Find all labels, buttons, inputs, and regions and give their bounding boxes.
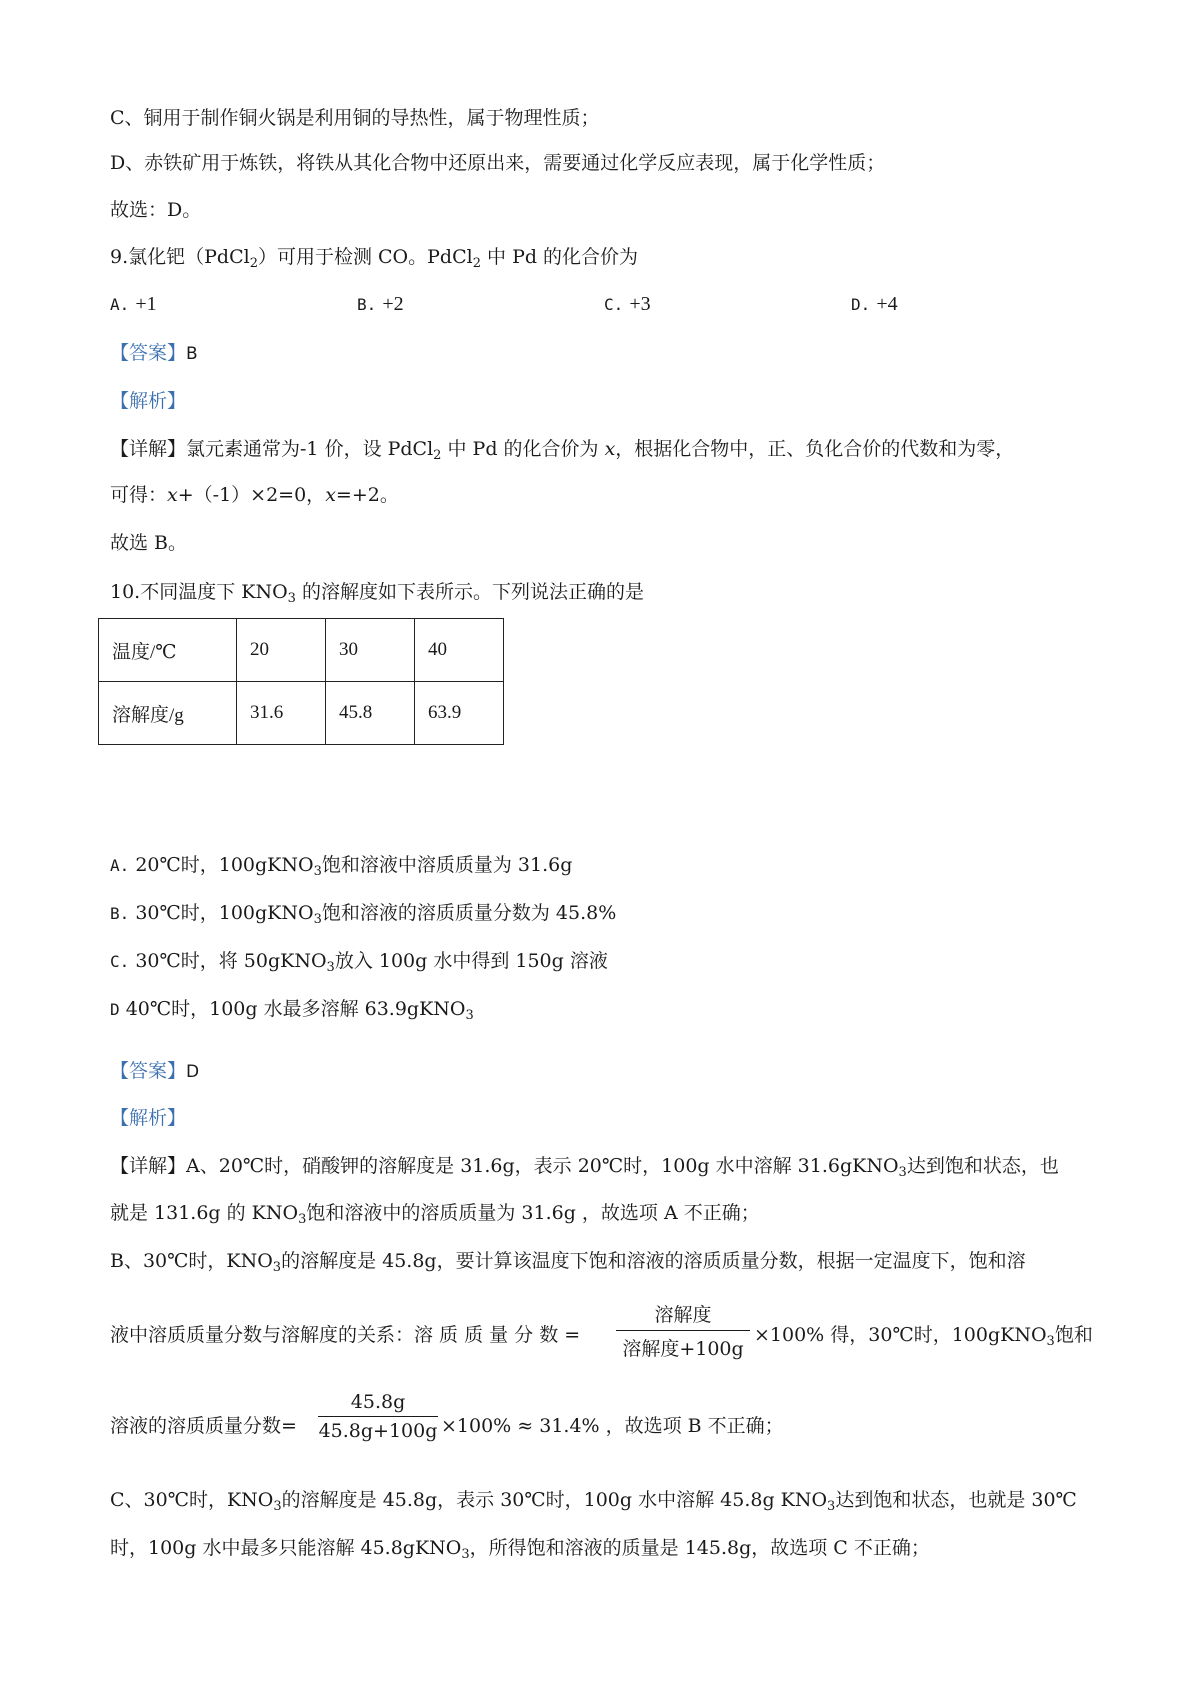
subscript: 3 bbox=[272, 1260, 282, 1275]
option-text: 40℃时，100g 水最多溶解 63.9gKNO bbox=[125, 998, 466, 1020]
fraction-solubility bbox=[616, 1300, 750, 1361]
option-text: 30℃时，100gKNO bbox=[135, 902, 314, 924]
question-number: 9. bbox=[110, 246, 129, 268]
formula-line bbox=[110, 1413, 297, 1439]
question-9-options bbox=[110, 291, 1110, 317]
detail-text: 的溶解度是 45.8g，表示 30℃时，100g 水中溶解 45.8g KNO bbox=[281, 1489, 828, 1511]
question-9-stem bbox=[110, 244, 638, 270]
detail-tag: 【详解】 bbox=[110, 1155, 187, 1177]
answer-value: D bbox=[186, 1062, 200, 1082]
option-text: 30℃时，将 50gKNO bbox=[135, 950, 327, 972]
subscript: 2 bbox=[249, 256, 258, 271]
detail-text: 可得： bbox=[110, 484, 168, 506]
option-a bbox=[110, 291, 157, 318]
text-line: D、赤铁矿用于炼铁，将铁从其化合物中还原出来，需要通过化学反应表现，属于化学性质； bbox=[110, 152, 886, 174]
subscript: 3 bbox=[461, 1547, 470, 1562]
fraction-numerator: 45.8g bbox=[350, 1391, 406, 1413]
fraction-numerator: 溶解度 bbox=[654, 1304, 712, 1326]
option-text: 饱和溶液的溶质质量分数为 45.8% bbox=[321, 902, 617, 924]
stem-text: 的溶解度如下表所示。下列说法正确的是 bbox=[295, 581, 644, 603]
detail-text: +（-1）×2=0， bbox=[177, 484, 326, 506]
subscript: 2 bbox=[472, 256, 481, 271]
stem-text: 氯化钯（PdCl bbox=[128, 246, 250, 268]
option-key: B. bbox=[357, 295, 377, 314]
answer-value: B bbox=[186, 344, 198, 364]
detail-text: 饱和 bbox=[1054, 1324, 1093, 1346]
option-value: +2 bbox=[382, 293, 404, 315]
option-key: D. bbox=[851, 295, 871, 314]
fraction-percent bbox=[318, 1391, 438, 1442]
table-cell: 31.6 bbox=[237, 682, 326, 745]
table-cell: 40 bbox=[415, 619, 504, 682]
subscript: 3 bbox=[326, 960, 335, 975]
detail-text: 就是 131.6g 的 KNO bbox=[110, 1202, 299, 1224]
subscript: 3 bbox=[465, 1008, 474, 1023]
variable-x: x bbox=[325, 484, 336, 506]
stem-text: ）可用于检测 CO。PdCl bbox=[257, 246, 473, 268]
detail-line bbox=[110, 1200, 760, 1226]
solubility-table bbox=[98, 618, 504, 745]
option-c bbox=[110, 948, 608, 975]
subscript: 3 bbox=[898, 1165, 907, 1180]
detail-text: 饱和溶液中的溶质质量为 31.6g ，故选项 A 不正确； bbox=[306, 1202, 760, 1224]
table-row bbox=[99, 619, 504, 682]
detail-line bbox=[110, 436, 1014, 462]
detail-text: 液中溶质质量分数与溶解度的关系：溶 质 质 量 分 数 = bbox=[110, 1324, 581, 1346]
detail-text: A、20℃时，硝酸钾的溶解度是 31.6g，表示 20℃时，100g 水中溶解 31.6gKNO bbox=[186, 1155, 899, 1177]
subscript: 2 bbox=[433, 448, 442, 463]
analysis-tag: 【解析】 bbox=[110, 390, 187, 412]
option-a bbox=[110, 852, 572, 879]
detail-text: 氯元素通常为-1 价，设 PdCl bbox=[186, 438, 434, 460]
fraction-denominator: 溶解度+100g bbox=[622, 1338, 744, 1360]
detail-text: B、30℃时，KNO bbox=[110, 1250, 273, 1272]
table-cell: 63.9 bbox=[415, 682, 504, 745]
subscript: 3 bbox=[287, 591, 296, 606]
text-line: C、铜用于制作铜火锅是利用铜的导热性，属于物理性质； bbox=[110, 107, 600, 129]
formula-line-tail bbox=[754, 1322, 1093, 1348]
option-text: 饱和溶液中溶质质量为 31.6g bbox=[321, 854, 573, 876]
detail-line bbox=[110, 1248, 1026, 1274]
detail-text: C、30℃时，KNO bbox=[110, 1489, 274, 1511]
detail-text: 时，100g 水中最多只能溶解 45.8gKNO bbox=[110, 1537, 462, 1559]
option-b bbox=[357, 291, 404, 318]
variable-x: x bbox=[167, 484, 178, 506]
text-line: 故选：D。 bbox=[110, 199, 202, 221]
option-d bbox=[851, 291, 898, 318]
detail-line bbox=[110, 1535, 930, 1561]
subscript: 3 bbox=[827, 1499, 836, 1514]
answer-tag: 【答案】 bbox=[110, 342, 187, 364]
option-value: +1 bbox=[135, 293, 157, 315]
subscript: 3 bbox=[1046, 1334, 1055, 1349]
option-key: A. bbox=[110, 295, 130, 314]
option-key: A. bbox=[110, 856, 130, 875]
subscript: 3 bbox=[313, 912, 322, 927]
answer-tag: 【答案】 bbox=[110, 1060, 187, 1082]
table-cell: 20 bbox=[237, 619, 326, 682]
answer-line bbox=[110, 340, 198, 367]
option-text: 放入 100g 水中得到 150g 溶液 bbox=[334, 950, 608, 972]
detail-line bbox=[110, 482, 399, 508]
option-value: +3 bbox=[629, 293, 651, 315]
detail-text: ×100% 得，30℃时，100gKNO bbox=[754, 1324, 1047, 1346]
detail-text: 中 Pd 的化合价为 bbox=[441, 438, 605, 460]
detail-text: 达到饱和状态，也 bbox=[906, 1155, 1059, 1177]
detail-line bbox=[110, 1487, 1077, 1513]
table-cell: 45.8 bbox=[326, 682, 415, 745]
option-key: C. bbox=[110, 952, 130, 971]
option-b bbox=[110, 900, 616, 927]
option-d bbox=[110, 996, 474, 1023]
option-key: B. bbox=[110, 904, 130, 923]
detail-text: =+2。 bbox=[335, 484, 399, 506]
detail-line bbox=[110, 1153, 1059, 1179]
option-value: +4 bbox=[876, 293, 898, 315]
stem-text: 中 Pd 的化合价为 bbox=[480, 246, 639, 268]
option-key: C. bbox=[604, 295, 624, 314]
detail-text: 达到饱和状态，也就是 30℃ bbox=[835, 1489, 1077, 1511]
detail-text: 溶液的溶质质量分数= bbox=[110, 1415, 297, 1437]
detail-text: ，根据化合物中，正、负化合价的代数和为零， bbox=[615, 438, 1015, 460]
subscript: 3 bbox=[313, 864, 322, 879]
question-10-stem bbox=[110, 579, 644, 605]
text-line: 故选 B。 bbox=[110, 532, 188, 554]
table-row bbox=[99, 682, 504, 745]
table-cell: 温度/℃ bbox=[99, 619, 237, 682]
fraction-denominator: 45.8g+100g bbox=[318, 1420, 438, 1442]
formula-line bbox=[110, 1322, 580, 1348]
analysis-tag: 【解析】 bbox=[110, 1107, 187, 1129]
detail-tag: 【详解】 bbox=[110, 438, 187, 460]
table-cell: 溶解度/g bbox=[99, 682, 237, 745]
option-key: D bbox=[110, 1000, 120, 1019]
detail-text: 的溶解度是 45.8g，要计算该温度下饱和溶液的溶质质量分数，根据一定温度下，饱和溶 bbox=[281, 1250, 1026, 1272]
stem-text: 不同温度下 KNO bbox=[140, 581, 288, 603]
formula-line-tail: ×100% ≈ 31.4% ，故选项 B 不正确； bbox=[441, 1415, 784, 1437]
answer-line bbox=[110, 1058, 199, 1085]
variable-x: x bbox=[604, 438, 616, 460]
table-cell: 30 bbox=[326, 619, 415, 682]
option-text: 20℃时，100gKNO bbox=[135, 854, 314, 876]
question-number: 10. bbox=[110, 581, 141, 603]
subscript: 3 bbox=[273, 1499, 282, 1514]
subscript: 3 bbox=[298, 1212, 307, 1227]
option-c bbox=[604, 291, 651, 318]
detail-text: ，所得饱和溶液的质量是 145.8g，故选项 C 不正确； bbox=[469, 1537, 930, 1559]
